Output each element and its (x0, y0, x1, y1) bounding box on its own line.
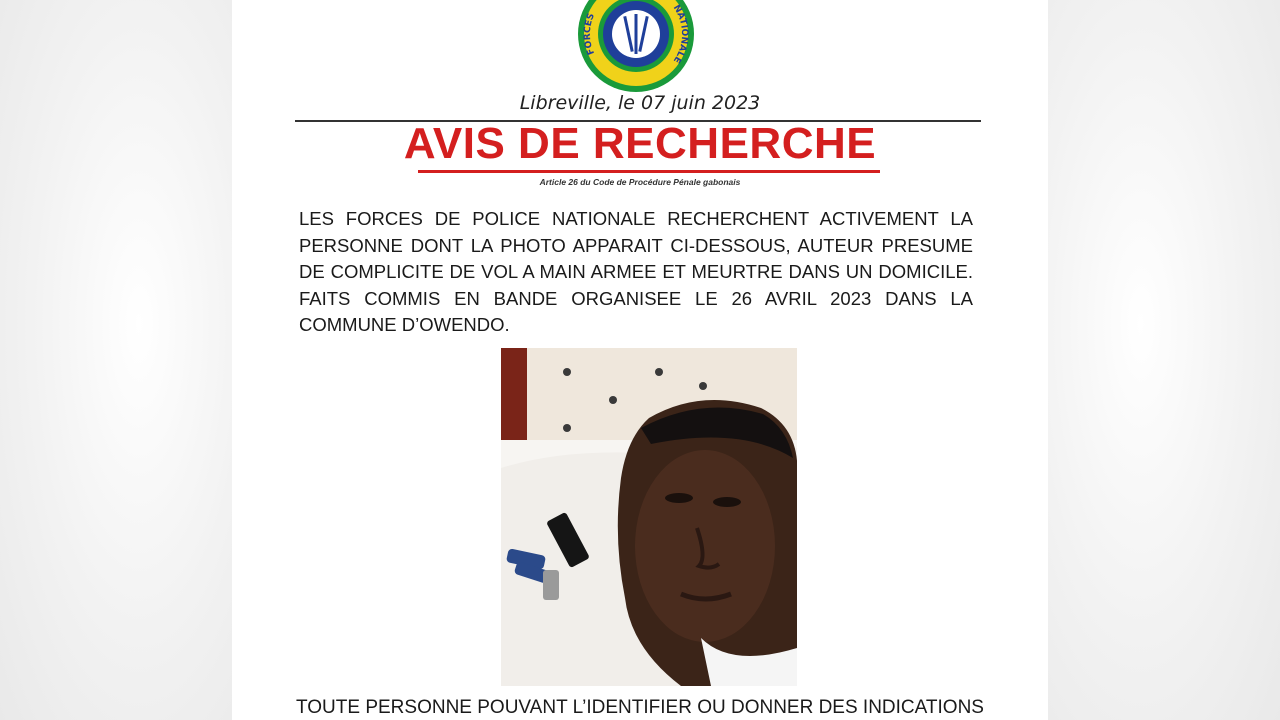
police-emblem-logo (576, 0, 696, 94)
legal-reference: Article 26 du Code de Procédure Pénale gabonais (539, 177, 741, 187)
blurred-background-left (0, 0, 232, 720)
title-underline (418, 170, 880, 173)
suspect-photo-illustration (501, 348, 797, 686)
wanted-notice-document (232, 0, 1048, 720)
notice-body: LES FORCES DE POLICE NATIONALE RECHERCHENT ACTIVEMENT LA PERSONNE DONT LA PHOTO APPARAIT CI-DESSOUS, AUTEUR PRESUME DE COMPLICITE DE VOL A MAIN ARMEE ET MEURTRE DANS UN DOMICILE. FAITS COMMIS EN BANDE ORGANISEE LE 26 AVRIL 2023 DANS LA COMMUNE D’OWENDO. (299, 208, 973, 335)
footer-call-to-action: TOUTE PERSONNE POUVANT L’IDENTIFIER OU DONNER DES INDICATIONS (296, 697, 984, 718)
svg-text:NATIONALE: NATIONALE (670, 3, 690, 65)
date-line: Libreville, le 07 juin 2023 (519, 92, 761, 114)
notice-title: AVIS DE RECHERCHE (403, 119, 877, 168)
blurred-background-right (1048, 0, 1280, 720)
suspect-photo (501, 348, 797, 686)
svg-text:FORCES: FORCES (582, 12, 598, 56)
